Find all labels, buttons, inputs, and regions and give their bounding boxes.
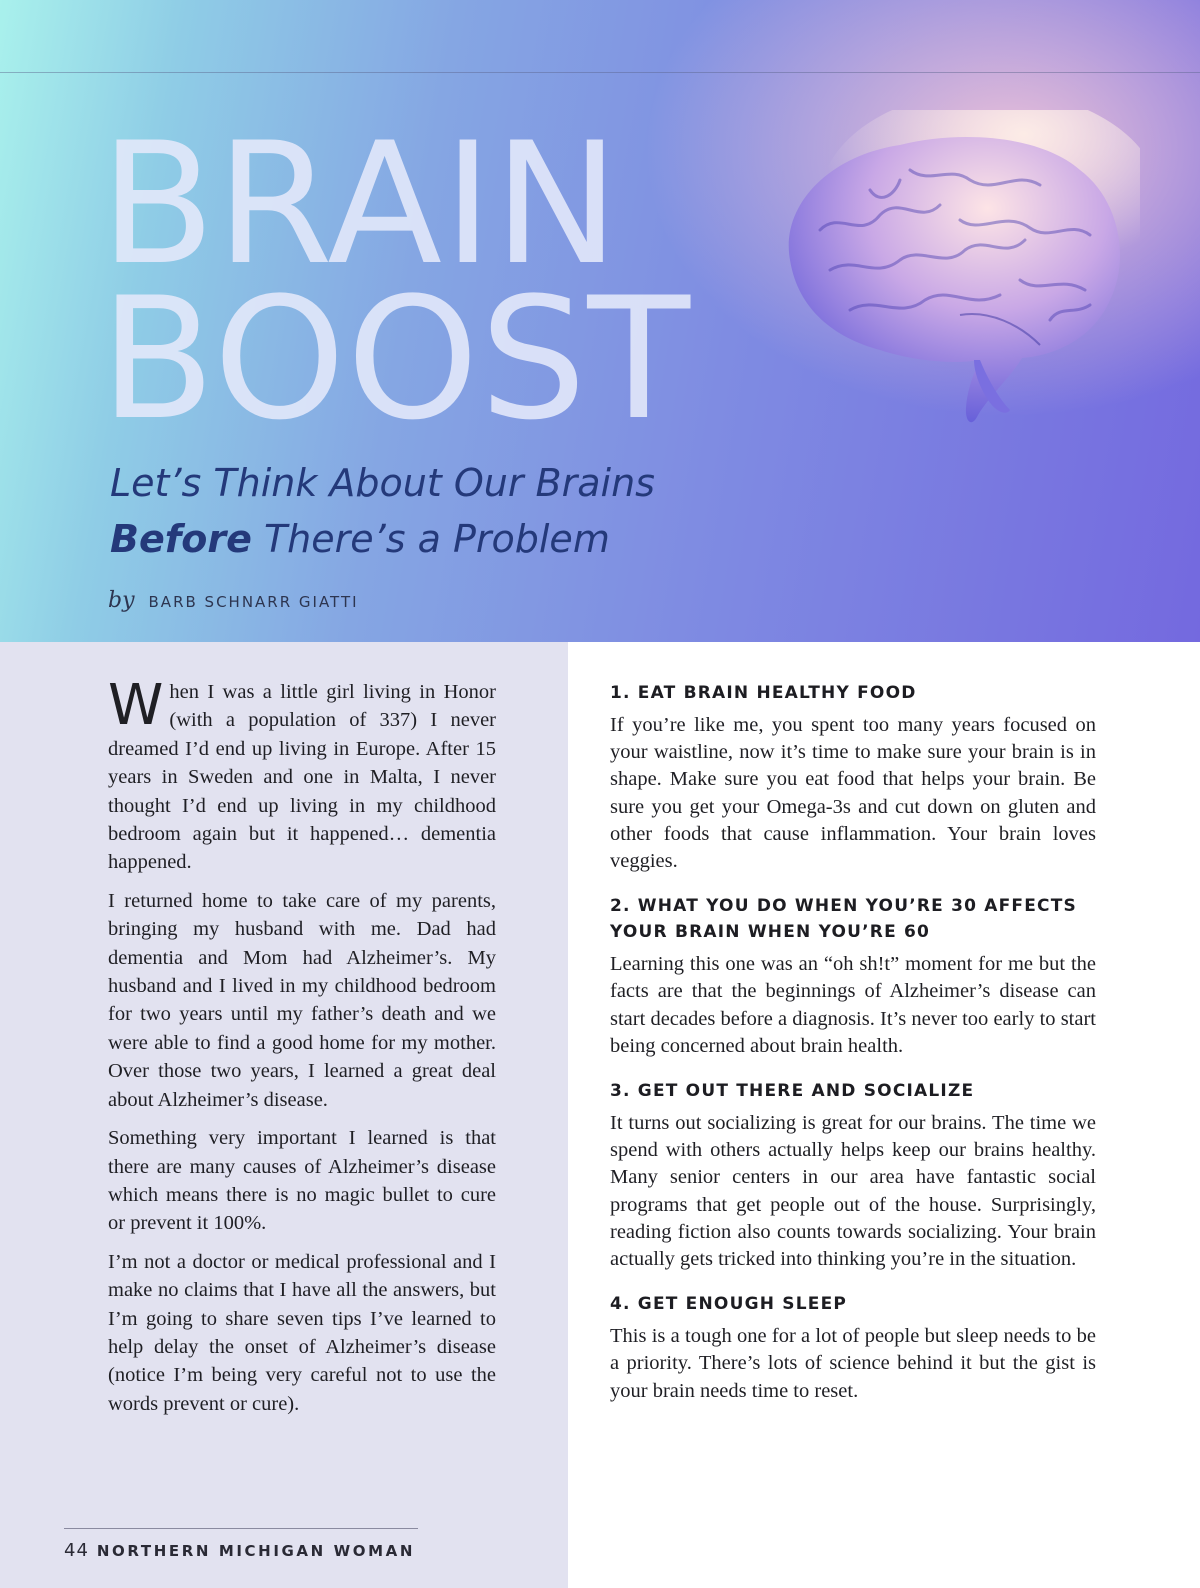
intro-paragraph-1 [108, 673, 496, 877]
page-footer [64, 1540, 415, 1561]
top-divider [0, 72, 1200, 73]
tip-4-heading: 4. GET ENOUGH SLEEP [610, 1294, 848, 1315]
tip-1-heading: 1. EAT BRAIN HEALTHY FOOD [610, 683, 917, 703]
tip-3-body: It turns out socializing is great for our brains. The time we spend with others actually helps keep our brains healthy. Many senior centers in our area have fantastic social programs that get people out of the house. Surprisingly, reading fiction also counts towards socializing. Your brain actually gets tricked into thinking you’re in the situation. [610, 1112, 1096, 1271]
tip-2-heading: 2. WHAT YOU DO WHEN YOU’RE 30 AFFECTS YOUR BRAIN WHEN YOU’RE 60 [610, 896, 1077, 943]
headline-line-2: BOOST [100, 261, 692, 457]
tip-1 [610, 680, 1096, 875]
intro-paragraph-1-text: hen I was a little girl living in Honor (with a population of 337) I never dreamed I’d end up living in Europe. After 15 years in Sweden and one in Malta, I never thought I’d end up living in my childhood bedroom again but it happened… dementia happened. [108, 681, 496, 874]
publication-name: NORTHERN MICHIGAN WOMAN [96, 1542, 415, 1560]
author-name: BARB SCHNARR GIATTI [148, 593, 359, 611]
tip-1-body: If you’re like me, you spent too many years focused on your waistline, now it’s time to make sure your brain is in shape. Make sure you eat food that helps your brain. Be sure you get your Omega-3s and cut down on gluten and other foods that cause inflammation. Your brain loves veggies. [610, 714, 1096, 873]
intro-column [108, 673, 496, 1428]
intro-paragraph-3: Something very important I learned is that there are many causes of Alzheimer’s disease which means there is no magic bullet to cure or prevent it 100%. [108, 1127, 496, 1235]
subtitle-line-2 [110, 511, 655, 567]
tip-4-body: This is a tough one for a lot of people but sleep needs to be a priority. There’s lots of science behind it but the gist is your brain needs time to reset. [610, 1325, 1096, 1402]
intro-paragraph-4: I’m not a doctor or medical professional and I make no claims that I have all the answers, but I’m going to share seven tips I’ve learned to help delay the onset of Alzheimer’s disease (notice I’m being very careful not to use the words prevent or cure). [108, 1250, 496, 1415]
tip-4 [610, 1291, 1096, 1405]
tips-column [610, 680, 1096, 1423]
byline [108, 588, 359, 613]
by-word: by [108, 588, 135, 613]
subtitle [110, 455, 655, 567]
hero-banner [0, 0, 1200, 642]
tip-2-body: Learning this one was an “oh sh!t” moment for me but the facts are that the beginnings of Alzheimer’s disease can start decades before a diagnosis. It’s never too early to start being concerned about brain health. [610, 953, 1096, 1057]
drop-cap: W [108, 673, 164, 738]
subtitle-line-1: Let’s Think About Our Brains [110, 461, 655, 505]
intro-paragraph-2: I returned home to take care of my parents, bringing my husband with me. Dad had dementia and Mom had Alzheimer’s. My husband and I lived in my childhood bedroom for two years until my father’s death and we were able to find a good home for my mother. Over those two years, I learned a great deal about Alzheimer’s disease. [108, 889, 496, 1111]
subtitle-rest: There’s a Problem [251, 517, 610, 561]
page-number: 44 [64, 1540, 89, 1561]
tip-2 [610, 893, 1096, 1060]
tip-3 [610, 1078, 1096, 1273]
brain-illustration-icon [760, 110, 1140, 450]
footer-divider [64, 1528, 418, 1529]
headline-line-1: BRAIN [100, 106, 621, 302]
subtitle-emphasis: Before [110, 517, 252, 561]
tip-3-heading: 3. GET OUT THERE AND SOCIALIZE [610, 1081, 975, 1102]
